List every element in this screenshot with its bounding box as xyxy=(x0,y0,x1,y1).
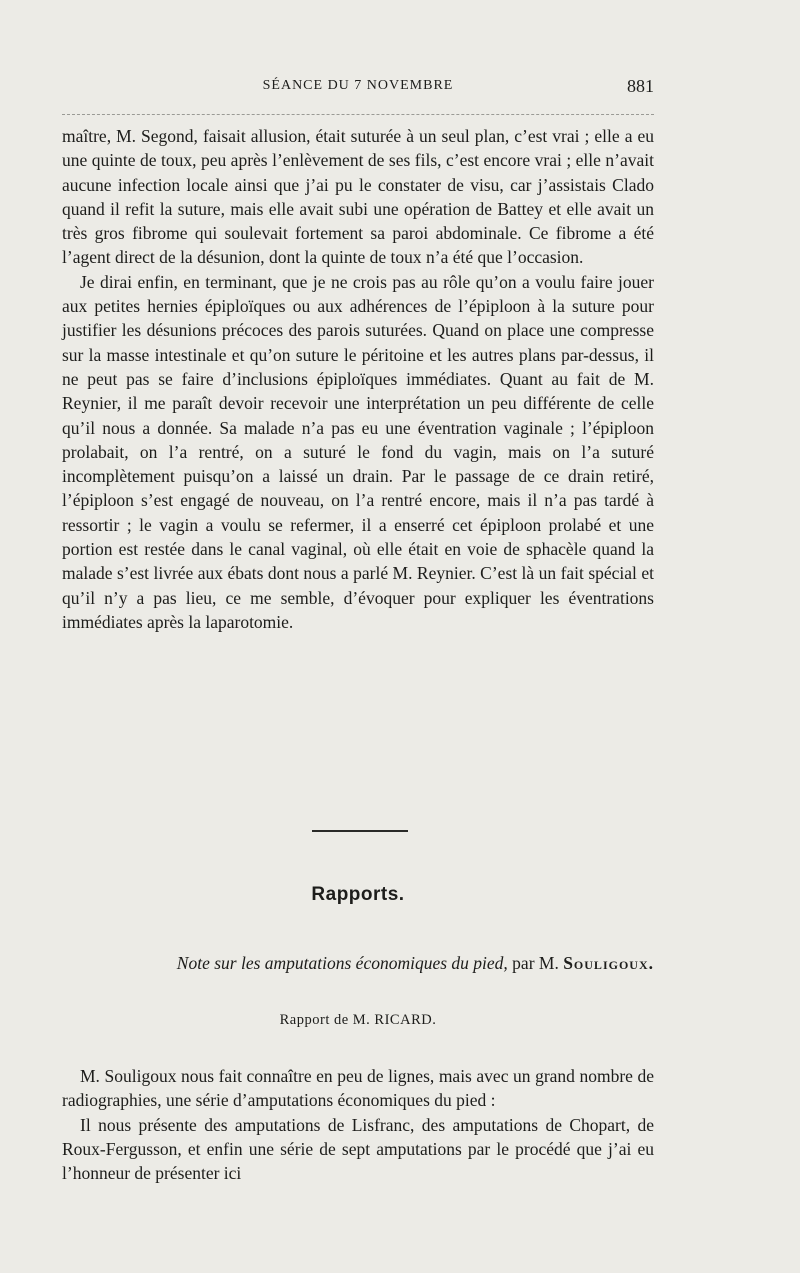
paragraph: Je dirai enfin, en terminant, que je ne crois pas au rôle qu’on a voulu faire jouer aux petites hernies épiploïques ou aux adhérences de l’épiploon à la suture pour justifier les désunions précoces des parois suturées. Quand on place une compresse sur la masse intestinale et qu’on suture le péritoine et les autres plans par-dessus, il ne peut pas se faire d’inclusions épiploïques immédiates. Quant au fait de M. Reynier, il me paraît devoir recevoir une interprétation un peu différente de celle qu’il nous a donnée. Sa malade n’a pas eu une éventration vaginale ; l’épiploon prolabait, on l’a rentré, on a suturé le fond du vagin, mais on l’a suturé incomplètement puisqu’on a laissé un drain. Par le passage de ce drain retiré, l’épiploon s’est engagé de nouveau, on l’a rentré encore, mais il n’a pas tardé à ressortir ; le vagin a voulu se refermer, il a enserré cet épiploon prolabé et une portion est restée dans le canal vaginal, où elle était en voie de sphacèle quand la malade s’est livrée aux ébats dont nous a parlé M. Reynier. C’est là un fait spécial et qu’il n’y a pas lieu, ce me semble, d’évoquer pour expliquer les éventrations immédiates après la laparotomie. xyxy=(62,271,654,632)
section-title: Rapports. xyxy=(311,884,405,905)
note-author: Souligoux. xyxy=(563,953,654,973)
note-by: par M. xyxy=(507,953,564,973)
running-title: SÉANCE DU 7 NOVEMBRE xyxy=(262,78,454,93)
body-text-bottom xyxy=(62,1064,654,1185)
paragraph: M. Souligoux nous fait connaître en peu de lignes, mais avec un grand nombre de radiographies, une série d’amputations économiques du pied : xyxy=(62,1066,654,1111)
note-title-text: Note sur les amputations économiques du pied, xyxy=(176,953,508,973)
report-byline: Rapport de M. RICARD. xyxy=(279,1012,437,1028)
body-text-top xyxy=(62,124,654,634)
note-title xyxy=(62,953,654,974)
paragraph: maître, M. Segond, faisait allusion, était suturée à un seul plan, c’est vrai ; elle a eu une quinte de toux, peu après l’enlèvement de ses fils, c’est encore vrai ; elle n’avait aucune infection locale ainsi que j’ai pu le constater de visu, car j’assistais Clado quand il refit la suture, mais elle avait subi une opération de Battey et elle avait un très gros fibrome qui soulevait fortement sa paroi abdominale. Ce fibrome a été l’agent direct de la désunion, dont la quinte de toux n’a été que l’occasion. xyxy=(62,126,654,268)
paragraph: Il nous présente des amputations de Lisfranc, des amputations de Chopart, de Roux-Fergusson, et enfin une série de sept amputations par le procédé que j’ai eu l’honneur de présenter ici xyxy=(62,1114,654,1184)
page-number: 881 xyxy=(627,76,654,96)
running-header xyxy=(62,78,654,100)
header-rule xyxy=(62,114,654,115)
section-separator xyxy=(312,830,408,832)
